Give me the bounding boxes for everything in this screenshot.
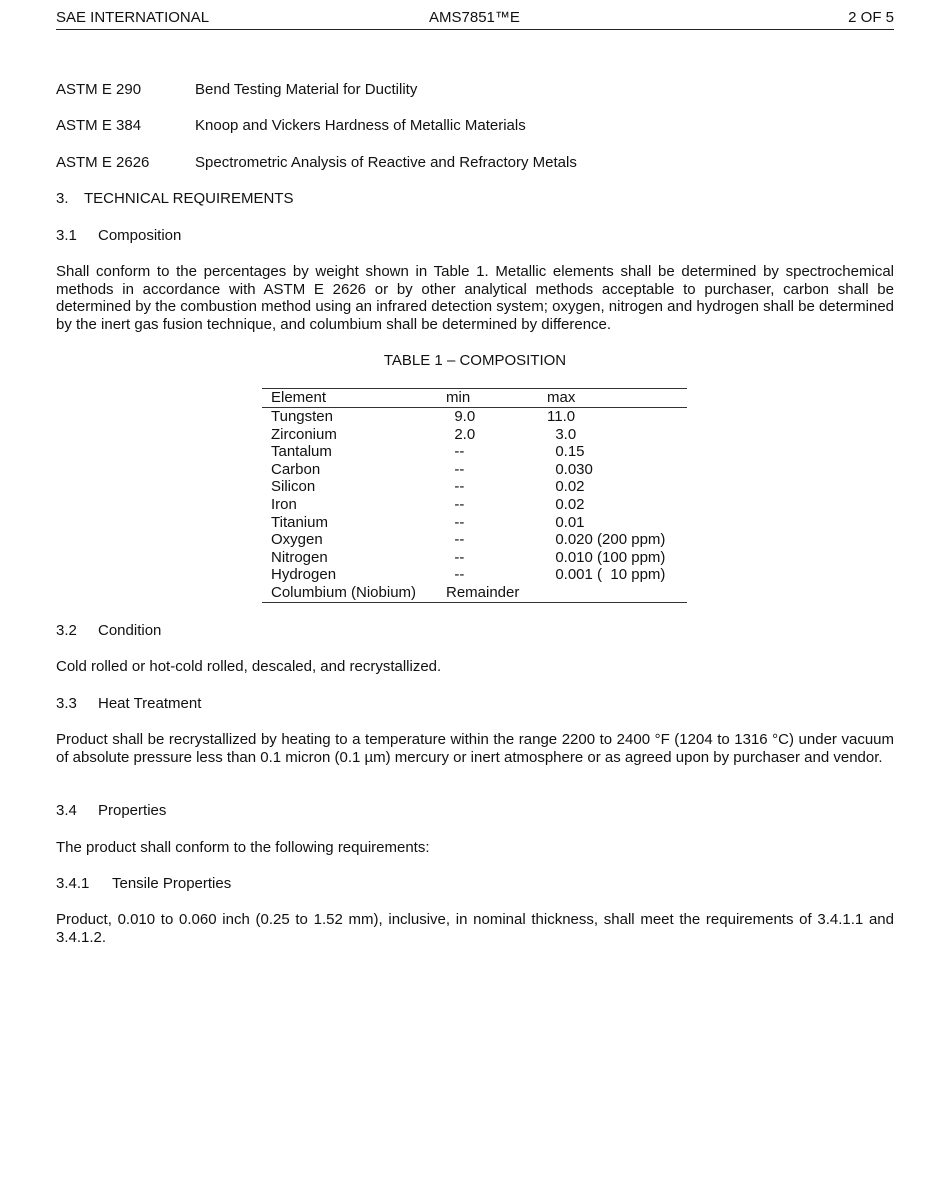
reference-code: ASTM E 384: [56, 117, 142, 134]
min-cell: 9.0: [446, 408, 476, 425]
table-row: [262, 531, 687, 549]
subsection-number: 3.4.1: [56, 875, 90, 892]
table-header-row: [262, 389, 687, 408]
reference-title: Knoop and Vickers Hardness of Metallic Materials: [195, 117, 526, 134]
subsection-number: 3.4: [56, 802, 77, 819]
max-cell: 3.0: [547, 425, 577, 443]
min-cell: --: [446, 478, 465, 496]
max-cell: 0.15: [547, 443, 585, 461]
subsection-heading: [56, 622, 161, 640]
max-cell: 0.030: [547, 460, 593, 478]
subsection-heading: [56, 695, 201, 713]
subsection-title: Properties: [98, 802, 167, 819]
header-max: max: [547, 389, 576, 406]
max-cell: 0.020 (200 ppm): [547, 531, 666, 549]
element-cell: Silicon: [271, 478, 316, 496]
subsection-title: Condition: [98, 622, 162, 639]
min-cell: 2.0: [446, 425, 476, 443]
element-cell: Tungsten: [271, 408, 333, 425]
table-row: [262, 549, 687, 567]
subsection-heading: [56, 875, 231, 893]
section-number: 3.: [56, 190, 69, 207]
subsection-number: 3.2: [56, 622, 77, 639]
table-row: [262, 514, 687, 532]
heat-treatment-paragraph: Product shall be recrystallized by heating to a temperature within the range 2200 to 2400 °F (1204 to 1316 °C) under vacuum of absolute pressure less than 0.1 micron (0.1 µm) mercury or inert atmosphere or as agreed upon by purchaser and vendor.: [56, 731, 894, 766]
table-row: [262, 408, 687, 426]
min-cell: --: [446, 443, 465, 461]
reference-title: Bend Testing Material for Ductility: [195, 81, 418, 98]
min-cell: --: [446, 495, 465, 513]
table-row: [262, 566, 687, 584]
table-row: [262, 584, 687, 602]
subsection-heading: [56, 802, 166, 820]
header-element: Element: [271, 389, 327, 406]
section-heading: [56, 190, 293, 208]
max-cell: 0.001 ( 10 ppm): [547, 566, 666, 584]
section-title: TECHNICAL REQUIREMENTS: [84, 190, 294, 207]
subsection-number: 3.3: [56, 695, 77, 712]
min-cell: Remainder: [446, 583, 520, 601]
min-cell: --: [446, 513, 465, 531]
table-row: [262, 426, 687, 444]
max-cell: 0.02: [547, 495, 585, 513]
min-cell: --: [446, 566, 465, 584]
element-cell: Hydrogen: [271, 566, 337, 584]
element-cell: Iron: [271, 495, 297, 513]
element-cell: Titanium: [271, 513, 328, 531]
max-cell: 0.01: [547, 513, 585, 531]
element-cell: Nitrogen: [271, 548, 328, 566]
max-cell: 0.02: [547, 478, 585, 496]
header-organization: SAE INTERNATIONAL: [56, 9, 210, 26]
reference-code: ASTM E 2626: [56, 154, 150, 171]
tensile-paragraph: Product, 0.010 to 0.060 inch (0.25 to 1.52 mm), inclusive, in nominal thickness, shall meet the requirements of 3.4.1.1 and 3.4.1.2.: [56, 911, 894, 946]
composition-paragraph: Shall conform to the percentages by weight shown in Table 1. Metallic elements shall be determined by spectrochemical methods in accordance with ASTM E 2626 or by other analytical methods acceptable to purchaser, carbon shall be determined by the combustion method using an infrared detection system; oxygen, nitrogen and hydrogen shall be determined by the inert gas fusion technique, and columbium shall be determined by difference.: [56, 263, 895, 333]
min-cell: --: [446, 548, 465, 566]
element-cell: Columbium (Niobium): [271, 583, 417, 601]
header-page-number: 2 OF 5: [848, 9, 894, 26]
table-row: [262, 443, 687, 461]
max-cell: 0.010 (100 ppm): [547, 548, 666, 566]
element-cell: Oxygen: [271, 531, 323, 549]
subsection-number: 3.1: [56, 227, 77, 244]
max-cell: 11.0: [547, 408, 576, 425]
composition-table: [262, 388, 687, 603]
element-cell: Carbon: [271, 460, 321, 478]
element-cell: Zirconium: [271, 425, 337, 443]
element-cell: Tantalum: [271, 443, 332, 461]
subsection-heading: [56, 227, 181, 245]
table-row: [262, 496, 687, 514]
condition-paragraph: Cold rolled or hot-cold rolled, descaled, and recrystallized.: [56, 658, 442, 675]
header-document-id: AMS7851™E: [429, 9, 520, 26]
subsection-title: Heat Treatment: [98, 695, 202, 712]
reference-title: Spectrometric Analysis of Reactive and Refractory Metals: [195, 154, 577, 171]
min-cell: --: [446, 460, 465, 478]
properties-paragraph: The product shall conform to the following requirements:: [56, 839, 430, 856]
reference-code: ASTM E 290: [56, 81, 142, 98]
subsection-title: Composition: [98, 227, 182, 244]
min-cell: --: [446, 531, 465, 549]
subsection-title: Tensile Properties: [112, 875, 232, 892]
header-min: min: [446, 389, 471, 406]
table-row: [262, 478, 687, 496]
table-row: [262, 461, 687, 479]
table-caption: TABLE 1 – COMPOSITION: [383, 352, 567, 369]
page-header: [56, 9, 894, 30]
